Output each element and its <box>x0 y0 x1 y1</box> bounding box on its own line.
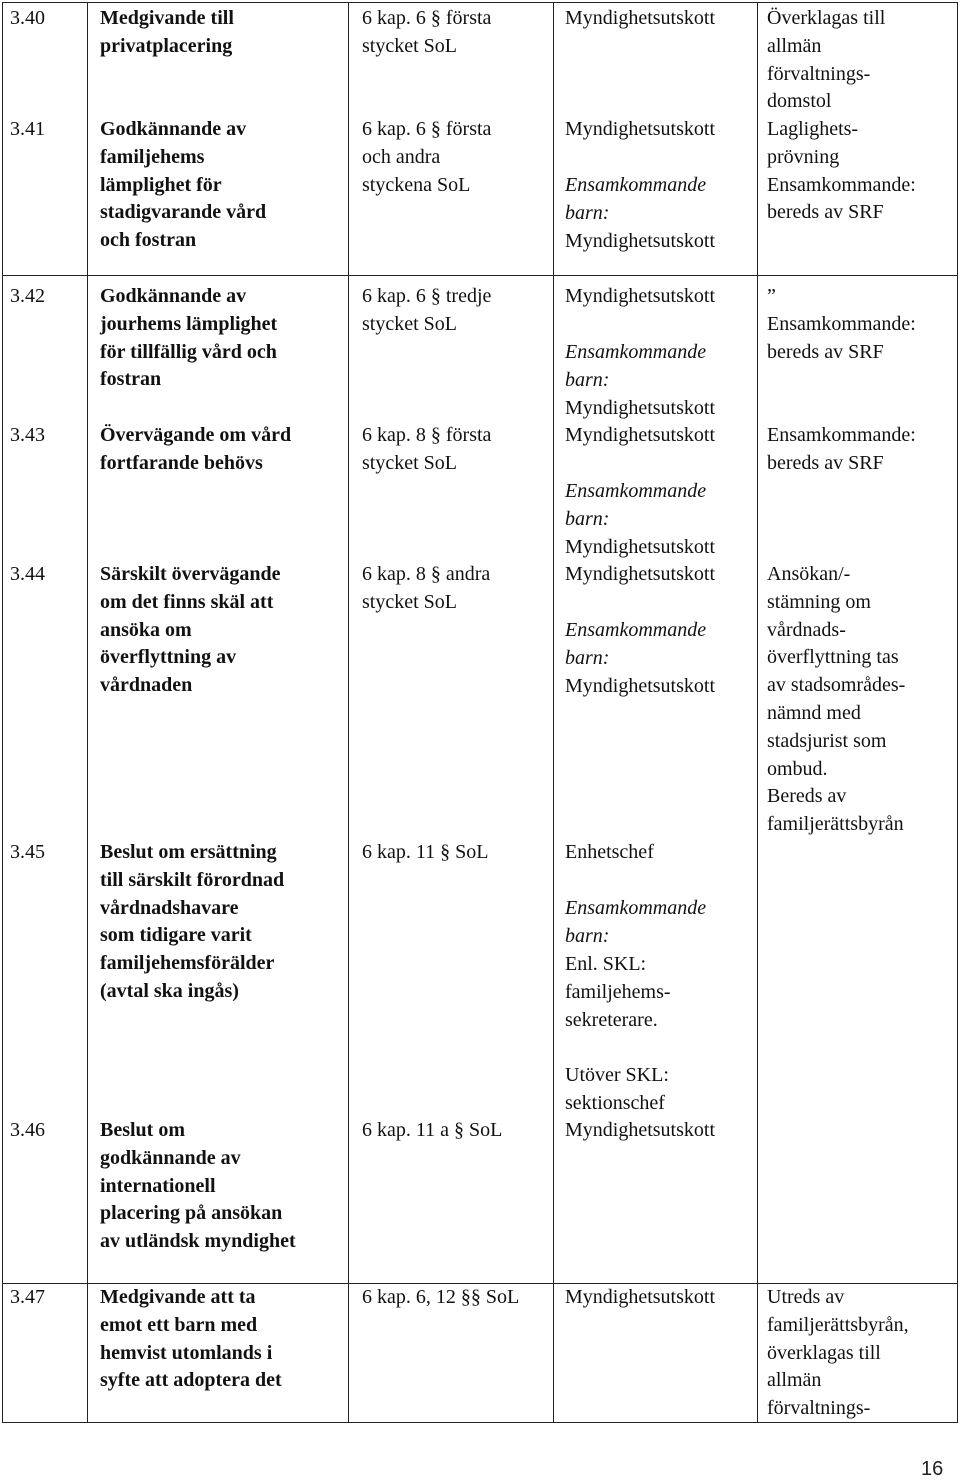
row-note: Överklagas till allmän förvaltnings- domstol <box>767 7 886 113</box>
row-legal-reference: 6 kap. 6 § första stycket SoL <box>362 7 492 57</box>
row-description: Medgivande att ta emot ett barn med hemvist utomlands i syfte att adoptera det <box>100 1286 282 1392</box>
table-border-left <box>2 2 3 1422</box>
row-description: Beslut om godkännande av internationell placering på ansökan av utländsk myndighet <box>100 1119 296 1253</box>
row-authority: Myndighetsutskott <box>565 1119 716 1141</box>
row-description: Medgivande till privatplacering <box>100 7 234 57</box>
row-number: 3.47 <box>10 1286 45 1308</box>
row-description: Övervägande om vård fortfarande behövs <box>100 424 292 474</box>
row-description: Beslut om ersättning till särskilt förordnad vårdnadshavare som tidigare varit familjehemsförälder (avtal ska ingås) <box>100 841 285 1002</box>
table-col-divider <box>553 2 554 1422</box>
row-legal-reference: 6 kap. 8 § första stycket SoL <box>362 424 492 474</box>
row-description: Godkännande av familjehems lämplighet för stadigvarande vård och fostran <box>100 118 267 252</box>
row-note: Laglighets- prövning Ensamkommande: bereds av SRF <box>767 118 916 224</box>
row-number: 3.41 <box>10 118 45 140</box>
row-authority-unaccompanied: Myndighetsutskott <box>565 230 716 252</box>
row-authority: Myndighetsutskott <box>565 285 716 307</box>
row-authority-unaccompanied: Enl. SKL: familjehems- sekreterare. Utöver SKL: sektionschef <box>565 953 671 1114</box>
row-number: 3.44 <box>10 563 45 585</box>
row-number: 3.43 <box>10 424 45 446</box>
row-authority: Enhetschef <box>565 841 654 863</box>
row-number: 3.46 <box>10 1119 45 1141</box>
table-row-divider <box>2 275 958 276</box>
row-note: Ansökan/- stämning om vårdnads- överflyttning tas av stadsområdes- nämnd med stadsjurist som ombud. Bereds av familjerättsbyrån <box>767 563 906 836</box>
row-authority: Myndighetsutskott <box>565 1286 716 1308</box>
row-authority-unaccompanied: Myndighetsutskott <box>565 397 716 419</box>
row-number: 3.45 <box>10 841 45 863</box>
row-description: Godkännande av jourhems lämplighet för tillfällig vård och fostran <box>100 285 278 391</box>
row-number: 3.42 <box>10 285 45 307</box>
row-description: Särskilt övervägande om det finns skäl att ansöka om överflyttning av vårdnaden <box>100 563 281 697</box>
row-authority-unaccompanied-label: Ensamkommande barn: <box>565 341 707 391</box>
row-authority: Myndighetsutskott <box>565 7 716 29</box>
table-border-top <box>2 2 958 3</box>
row-number: 3.40 <box>10 7 45 29</box>
row-legal-reference: 6 kap. 11 a § SoL <box>362 1119 503 1141</box>
row-authority: Myndighetsutskott <box>565 563 716 585</box>
row-authority-unaccompanied-label: Ensamkommande barn: <box>565 619 707 669</box>
row-legal-reference: 6 kap. 8 § andra stycket SoL <box>362 563 491 613</box>
page-number: 16 <box>921 1458 944 1480</box>
row-legal-reference: 6 kap. 6 § första och andra styckena SoL <box>362 118 492 196</box>
table-col-divider <box>348 2 349 1422</box>
row-authority-unaccompanied-label: Ensamkommande barn: <box>565 480 707 530</box>
row-authority: Myndighetsutskott <box>565 424 716 446</box>
row-authority-unaccompanied-label: Ensamkommande barn: <box>565 897 707 947</box>
row-authority-unaccompanied-label: Ensamkommande barn: <box>565 174 707 224</box>
row-authority-unaccompanied: Myndighetsutskott <box>565 536 716 558</box>
row-note: ” Ensamkommande: bereds av SRF <box>767 285 916 363</box>
row-authority-unaccompanied: Myndighetsutskott <box>565 675 716 697</box>
table-border-right <box>957 2 958 1422</box>
row-note: Ensamkommande: bereds av SRF <box>767 424 916 474</box>
row-legal-reference: 6 kap. 11 § SoL <box>362 841 489 863</box>
row-authority: Myndighetsutskott <box>565 118 716 140</box>
row-legal-reference: 6 kap. 6, 12 §§ SoL <box>362 1286 520 1308</box>
row-legal-reference: 6 kap. 6 § tredje stycket SoL <box>362 285 492 335</box>
table-col-divider <box>87 2 88 1422</box>
row-note: Utreds av familjerättsbyrån, överklagas till allmän förvaltnings- <box>767 1286 909 1420</box>
